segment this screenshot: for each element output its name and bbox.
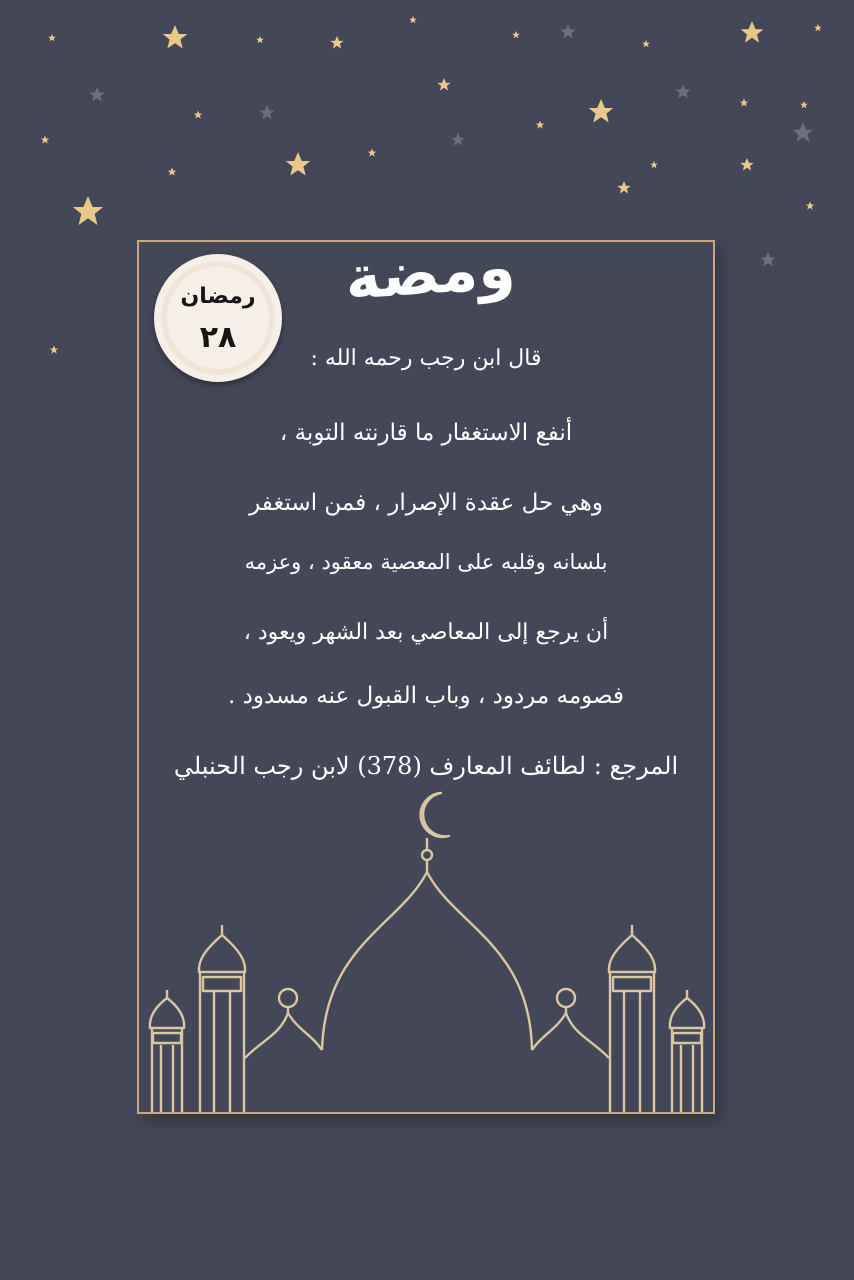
star-icon xyxy=(740,99,749,107)
star-icon xyxy=(168,168,177,176)
star-icon xyxy=(256,36,264,43)
quote-reference: المرجع : لطائف المعارف (378) لابن رجب الحنبلي xyxy=(173,752,679,780)
quote-line: بلسانه وقلبه على المعصية معقود ، وعزمه xyxy=(244,550,608,574)
page-title: ومضة xyxy=(342,232,518,314)
star-icon xyxy=(806,202,815,210)
star-icon xyxy=(800,101,808,108)
star-icon xyxy=(451,133,464,146)
badge-label: رمضان xyxy=(180,284,256,309)
star-icon xyxy=(330,36,343,49)
star-icon xyxy=(163,25,188,49)
star-icon xyxy=(368,149,377,157)
star-icon xyxy=(589,99,614,123)
star-icon xyxy=(194,111,203,119)
badge-day-number: ٢٨ xyxy=(199,320,237,355)
star-icon xyxy=(675,84,690,98)
star-icon xyxy=(560,24,575,38)
star-icon xyxy=(41,136,50,144)
star-icon xyxy=(741,21,764,43)
quote-line: أنفع الاستغفار ما قارنته التوبة ، xyxy=(279,420,573,446)
star-icon xyxy=(286,152,311,176)
star-icon xyxy=(740,158,753,171)
star-icon xyxy=(814,24,822,31)
star-icon xyxy=(73,196,103,225)
star-icon xyxy=(642,40,650,47)
star-icon xyxy=(512,31,520,38)
quote-line: أن يرجع إلى المعاصي بعد الشهر ويعود ، xyxy=(243,620,609,645)
star-icon xyxy=(650,161,658,168)
quote-line: وهي حل عقدة الإصرار ، فمن استغفر xyxy=(249,490,603,516)
star-icon xyxy=(259,105,274,119)
quote-line: فصومه مردود ، وباب القبول عنه مسدود . xyxy=(228,683,624,709)
star-icon xyxy=(793,122,814,142)
star-icon xyxy=(617,181,630,194)
star-icon xyxy=(50,346,59,354)
quote-intro: قال ابن رجب رحمه الله : xyxy=(310,346,542,371)
star-icon xyxy=(536,121,545,129)
star-icon xyxy=(437,78,450,91)
star-icon xyxy=(760,252,775,266)
star-icon xyxy=(48,34,56,41)
star-icon xyxy=(409,16,417,23)
star-icon xyxy=(89,87,104,101)
